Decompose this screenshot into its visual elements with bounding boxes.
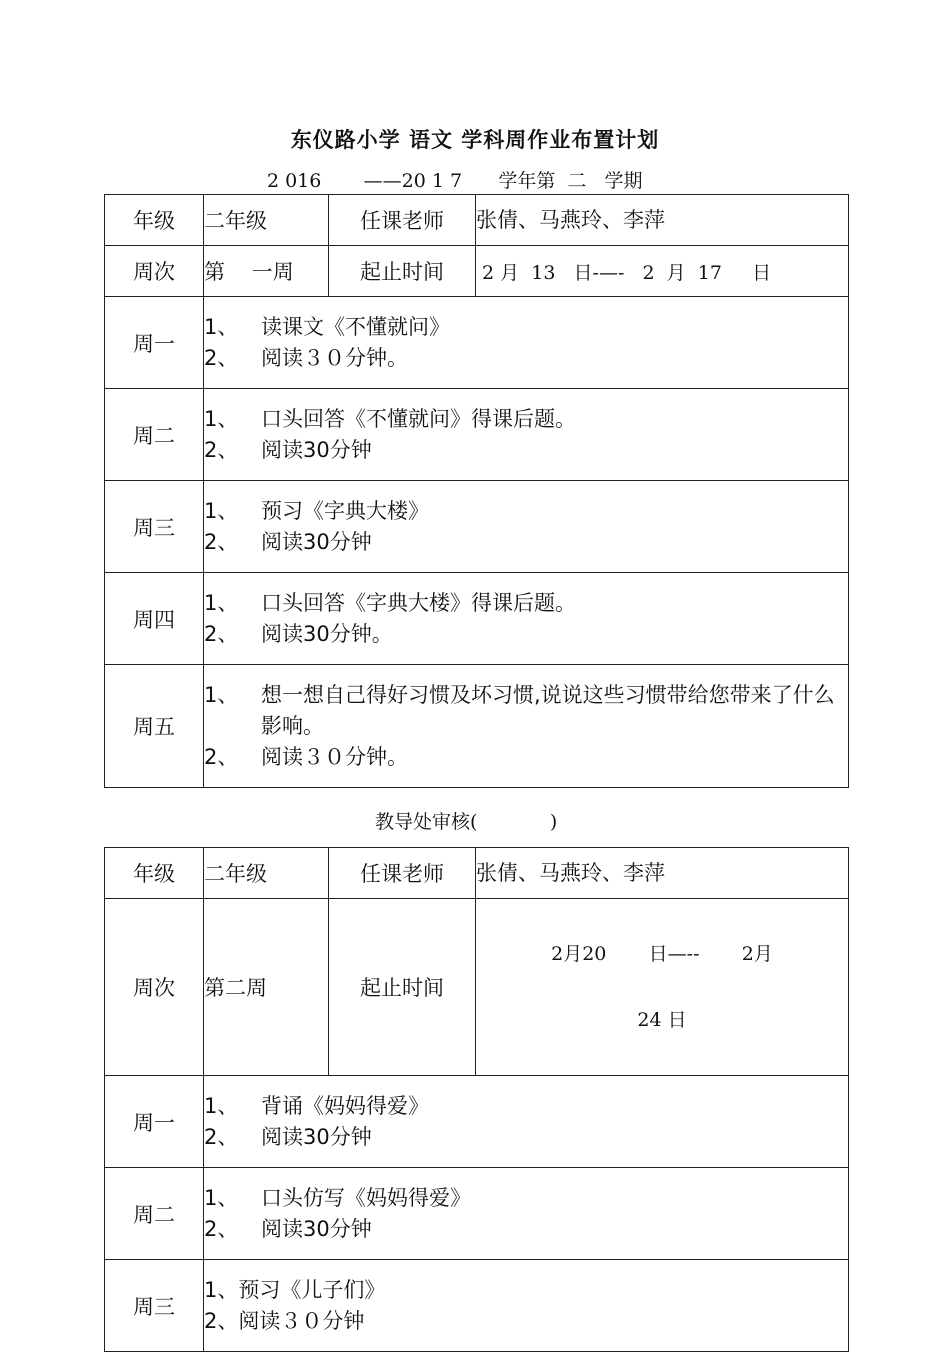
tasks-tuesday: [204, 389, 849, 481]
tasks-tuesday: [204, 1168, 849, 1260]
review-line: 教导处审核( ): [375, 811, 558, 833]
day-label-monday: 周一: [105, 297, 204, 389]
tasks-wednesday: [204, 1260, 849, 1352]
day-label-monday: 周一: [105, 1076, 204, 1168]
period-value: 2 月 13 日-—- 2 月 17 日: [476, 246, 849, 297]
task-text: 口头回答《字典大楼》得课后题。: [261, 590, 576, 615]
task-number: 1、: [204, 498, 239, 523]
week1-day-row-friday: [105, 665, 849, 788]
teacher-value: 张倩、马燕玲、李萍: [476, 195, 849, 246]
week2-day-row-tuesday: [105, 1168, 849, 1260]
task-text: 预习《儿子们》: [238, 1277, 386, 1302]
week2-plan-table: [104, 847, 849, 1352]
school-year-line: 2 016 ——20 1 7 学年第 二 学期: [267, 170, 643, 192]
task-text: 口头仿写《妈妈得爱》: [261, 1185, 471, 1210]
task-text: 读课文《不懂就问》: [261, 314, 450, 339]
task-text: 背诵《妈妈得爱》: [261, 1093, 429, 1118]
task-text: 阅读30分钟: [261, 1124, 372, 1149]
task-number: 2、: [204, 437, 239, 462]
task-text: 阅读30分钟: [261, 1216, 372, 1241]
teacher-value: 张倩、马燕玲、李萍: [476, 848, 849, 899]
period-value-line1: 2月20 日—-- 2月: [551, 943, 773, 965]
task-item: [204, 619, 848, 650]
task-number: 2、: [204, 744, 239, 769]
day-label-tuesday: 周二: [105, 389, 204, 481]
task-number: 1、: [204, 682, 239, 707]
week-value: 第 一周: [204, 246, 329, 297]
task-item: [204, 742, 848, 773]
task-number: 2、: [204, 1308, 239, 1333]
day-label-wednesday: 周三: [105, 1260, 204, 1352]
day-label-wednesday: 周三: [105, 481, 204, 573]
tasks-thursday: [204, 573, 849, 665]
task-text: 阅读30分钟: [261, 437, 372, 462]
task-number: 1、: [204, 406, 239, 431]
grade-value: 二年级: [204, 848, 329, 899]
task-text: 口头回答《不懂就问》得课后题。: [261, 406, 576, 431]
task-number: 1、: [204, 1093, 239, 1118]
period-value: [476, 899, 849, 1076]
task-item: [204, 496, 848, 527]
task-number: 2、: [204, 621, 239, 646]
task-item: [204, 588, 848, 619]
task-text: 预习《字典大楼》: [261, 498, 429, 523]
task-item: [204, 1091, 848, 1122]
week1-period-row: [105, 246, 849, 297]
task-number: 1、: [204, 314, 239, 339]
task-text: 想一想自己得好习惯及坏习惯,说说这些习惯带给您带来了什么影响。: [261, 682, 835, 738]
task-item: [204, 1275, 848, 1306]
task-item: [204, 1214, 848, 1245]
period-label: 起止时间: [329, 246, 476, 297]
week1-day-row-wednesday: [105, 481, 849, 573]
teacher-label: 任课老师: [329, 848, 476, 899]
week-label: 周次: [105, 899, 204, 1076]
task-item: [204, 1306, 848, 1337]
task-number: 1、: [204, 1277, 239, 1302]
task-number: 2、: [204, 529, 239, 554]
task-text: 阅读３０分钟。: [261, 744, 408, 769]
task-item: [204, 527, 848, 558]
task-number: 1、: [204, 590, 239, 615]
task-number: 1、: [204, 1185, 239, 1210]
day-label-friday: 周五: [105, 665, 204, 788]
day-label-thursday: 周四: [105, 573, 204, 665]
week-label: 周次: [105, 246, 204, 297]
week2-header-row: [105, 848, 849, 899]
tasks-friday: [204, 665, 849, 788]
tasks-monday: [204, 297, 849, 389]
task-item: [204, 680, 848, 742]
tasks-wednesday: [204, 481, 849, 573]
week2-day-row-monday: [105, 1076, 849, 1168]
period-value-line2: 24 日: [637, 1009, 687, 1031]
grade-label: 年级: [105, 848, 204, 899]
task-item: [204, 312, 848, 343]
grade-label: 年级: [105, 195, 204, 246]
period-label: 起止时间: [329, 899, 476, 1076]
task-number: 2、: [204, 345, 239, 370]
page-title: 东仪路小学 语文 学科周作业布置计划: [290, 128, 660, 152]
week1-day-row-monday: [105, 297, 849, 389]
task-item: [204, 1183, 848, 1214]
tasks-monday: [204, 1076, 849, 1168]
task-item: [204, 343, 848, 374]
task-text: 阅读３０分钟: [238, 1308, 365, 1333]
task-number: 2、: [204, 1216, 239, 1241]
week1-plan-table: [104, 194, 849, 788]
week-value: 第二周: [204, 899, 329, 1076]
grade-value: 二年级: [204, 195, 329, 246]
week1-day-row-tuesday: [105, 389, 849, 481]
week1-day-row-thursday: [105, 573, 849, 665]
teacher-label: 任课老师: [329, 195, 476, 246]
task-text: 阅读30分钟。: [261, 621, 393, 646]
week2-period-row: [105, 899, 849, 1076]
day-label-tuesday: 周二: [105, 1168, 204, 1260]
task-number: 2、: [204, 1124, 239, 1149]
task-item: [204, 404, 848, 435]
task-text: 阅读３０分钟。: [261, 345, 408, 370]
week2-day-row-wednesday: [105, 1260, 849, 1352]
task-text: 阅读30分钟: [261, 529, 372, 554]
week1-header-row: [105, 195, 849, 246]
task-item: [204, 435, 848, 466]
task-item: [204, 1122, 848, 1153]
